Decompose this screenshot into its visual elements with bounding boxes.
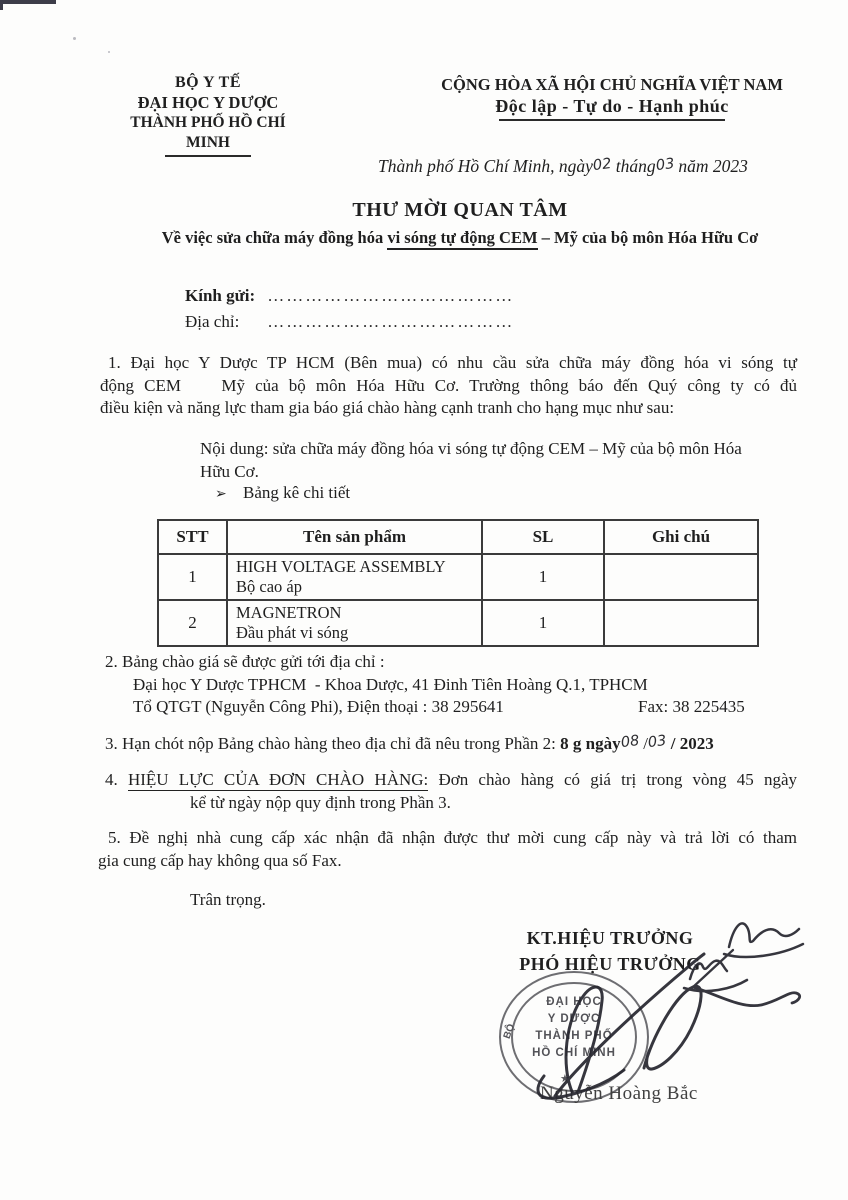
items-table (157, 519, 759, 647)
recipient-block (185, 286, 514, 337)
col-header-product-name: Tên sản phẩm (227, 520, 482, 554)
table-row (158, 554, 758, 600)
signer-title-line1: KT.HIỆU TRƯỞNG (526, 928, 694, 948)
issuer-underline (165, 155, 251, 157)
section-2-line3 (100, 696, 797, 719)
section-4-line1 (100, 769, 797, 792)
section-2 (100, 651, 797, 719)
dateline-suffix: năm 2023 (678, 156, 748, 176)
document-title: THƯ MỜI QUAN TÂM (352, 199, 568, 221)
section-4-rest: Đơn chào hàng có giá trị trong vòng 45 ngày (428, 770, 797, 789)
row1-stt: 1 (158, 554, 227, 600)
address-row (185, 312, 514, 338)
signer-title-line2: PHÓ HIỆU TRƯỞNG (519, 954, 701, 974)
dateline-prefix: Thành phố Hồ Chí Minh, ngày (378, 156, 593, 176)
contact-fax: Fax: 38 225435 (638, 697, 745, 716)
section-3-text: 3. Hạn chót nộp Bảng chào hàng theo địa chỉ đã nêu trong Phần 2: (105, 734, 561, 753)
scan-speck (73, 37, 76, 40)
national-motto-line1: CỘNG HÒA XÃ HỘI CHỦ NGHĨA VIỆT NAM (441, 75, 783, 94)
letterhead-issuer (117, 73, 299, 157)
stamp-text-line3: THÀNH PHỐ (535, 1030, 613, 1042)
row2-stt: 2 (158, 600, 227, 646)
national-motto-line2: Độc lập - Tự do - Hạnh phúc (495, 96, 729, 116)
scan-speck (108, 51, 110, 53)
col-header-note: Ghi chú (604, 520, 758, 554)
content-summary (200, 438, 785, 483)
paragraph-1 (100, 352, 797, 420)
row2-note (604, 600, 758, 646)
subtitle-underlined: vi sóng tự động CEM (387, 228, 537, 250)
row2-name-en: MAGNETRON (236, 603, 342, 622)
deadline-slash: / (639, 734, 649, 753)
row2-quantity: 1 (482, 600, 604, 646)
row2-product-name (227, 600, 482, 646)
handwritten-signature (440, 900, 848, 1130)
col-header-stt: STT (158, 520, 227, 554)
star-icon: ★ (560, 1073, 570, 1085)
row1-note (604, 554, 758, 600)
section-4-line2: kể từ ngày nộp quy định trong Phần 3. (190, 792, 451, 812)
recipient-label: Kính gửi: (185, 286, 256, 305)
content-summary-line2: Hữu Cơ. (200, 461, 259, 481)
detail-list-label: Bảng kê chi tiết (242, 483, 351, 502)
table-header-row (158, 520, 758, 554)
deadline-time: 8 g ngày (560, 734, 621, 753)
row2-name-vi: Đầu phát vi sóng (236, 623, 349, 642)
address-dotted-line: ………………………………… (267, 311, 515, 331)
stamp-text-line1: ĐẠI HỌC (546, 996, 602, 1008)
issuer-university-line2: THÀNH PHỐ HỒ CHÍ MINH (130, 114, 286, 151)
closing-salutation: Trân trọng. (190, 890, 266, 909)
handwritten-day: 02 (591, 155, 613, 175)
section-5 (98, 827, 797, 872)
paragraph-1-line1: 1. Đại học Y Dược TP HCM (Bên mua) có nhu cầu sửa chữa máy đồng hóa vi sóng tự (108, 353, 797, 372)
contact-phone: Tổ QTGT (Nguyễn Công Phi), Điện thoại : 38 295641 (133, 697, 504, 716)
recipient-row (185, 286, 514, 312)
dateline-mid: tháng (615, 156, 656, 176)
issuer-university-line1: ĐẠI HỌC Y DƯỢC (137, 93, 279, 112)
section-3 (100, 733, 802, 757)
issuer-ministry: BỘ Y TẾ (174, 74, 242, 91)
section-2-line1: 2. Bảng chào giá sẽ được gửi tới địa chỉ : (105, 652, 385, 671)
scan-artifact-corner (0, 0, 3, 10)
scan-artifact-top-strip (0, 0, 56, 4)
recipient-dotted-line: ………………………………… (267, 286, 515, 305)
paragraph-1-line3: điều kiện và năng lực tham gia báo giá chào hàng cạnh tranh cho hạng mục như sau: (100, 398, 675, 417)
dateline (378, 156, 748, 177)
col-header-quantity: SL (482, 520, 604, 554)
section-2-line2: Đại học Y Dược TPHCM - Khoa Dược, 41 Đinh Tiên Hoàng Q.1, TPHCM (133, 674, 648, 694)
subtitle-pre: Về việc sửa chữa máy đồng hóa (161, 228, 388, 247)
handwritten-deadline-day: 08 (619, 732, 640, 752)
stamp-text-line2: Y DƯỢC (547, 1013, 601, 1025)
stamp-text-line4: HỒ CHÍ MINH (532, 1047, 616, 1059)
subtitle-post: – Mỹ của bộ môn Hóa Hữu Cơ (537, 228, 759, 247)
section-5-line1: 5. Đề nghị nhà cung cấp xác nhận đã nhận được thư mời cung cấp này và trả lời có tham (108, 828, 797, 847)
handwritten-deadline-month: 03 (647, 732, 668, 752)
table-row (158, 600, 758, 646)
section-4-number: 4. (105, 770, 128, 789)
deadline-year: / 2023 (666, 734, 714, 753)
section-4 (100, 769, 797, 814)
row1-name-vi: Bộ cao áp (236, 577, 302, 596)
signer-name: Nguyễn Hoàng Bắc (540, 1083, 698, 1104)
handwritten-month: 03 (654, 155, 675, 175)
letterhead-national (430, 74, 794, 121)
stamp-ring-word: BỘ (501, 1022, 518, 1041)
document-subtitle (100, 228, 820, 248)
section-4-heading: HIỆU LỰC CỦA ĐƠN CHÀO HÀNG: (127, 770, 429, 789)
row1-name-en: HIGH VOLTAGE ASSEMBLY (236, 557, 446, 576)
section-5-line2: gia cung cấp hay không qua số Fax. (98, 850, 342, 870)
row1-product-name (227, 554, 482, 600)
motto-underline (499, 119, 725, 121)
paragraph-1-line2: động CEM Mỹ của bộ môn Hóa Hữu Cơ. Trường thông báo đến Quý công ty có đủ (100, 375, 797, 395)
arrow-bullet-icon: ➢ (215, 487, 227, 502)
content-summary-line1: Nội dung: sửa chữa máy đồng hóa vi sóng tự động CEM – Mỹ của bộ môn Hóa (200, 439, 742, 458)
detail-list-bullet-row (215, 482, 350, 507)
address-label: Địa chỉ: (185, 311, 240, 331)
row1-quantity: 1 (482, 554, 604, 600)
